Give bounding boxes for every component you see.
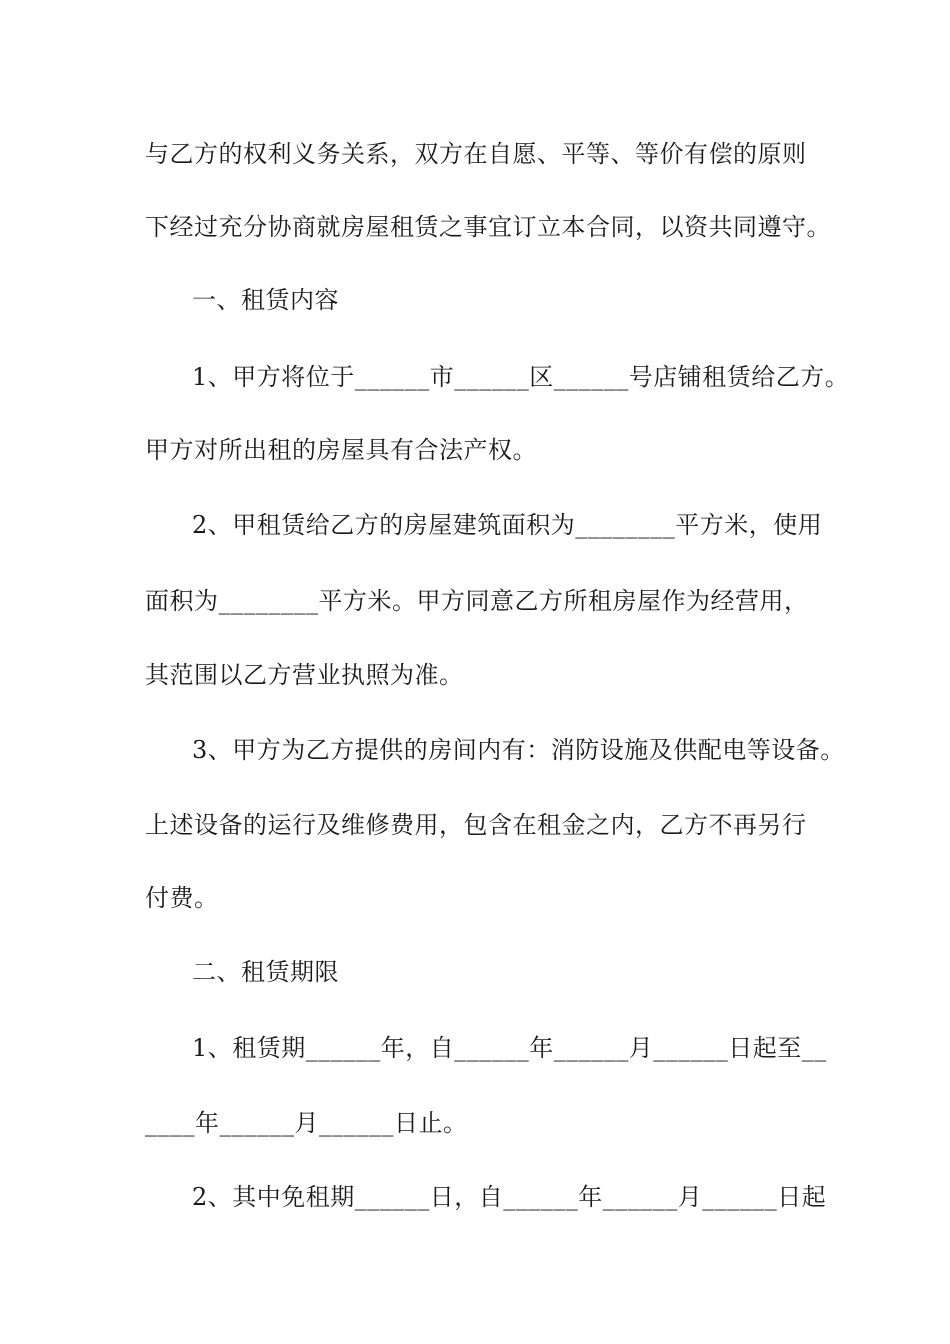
clause-line: 2、甲租赁给乙方的房屋建筑面积为________平方米，使用 [192,511,823,539]
paragraph-line: 甲方对所出租的房屋具有合法产权。 [145,436,537,464]
paragraph-line: 上述设备的运行及维修费用，包含在租金之内，乙方不再另行 [145,811,807,839]
paragraph-line: 付费。 [145,884,219,912]
clause-line: 2、其中免租期______日，自______年______月______日起 [192,1183,827,1211]
clause-line: 3、甲方为乙方提供的房间内有：消防设施及供配电等设备。 [192,736,845,764]
paragraph-line: 面积为________平方米。甲方同意乙方所租房屋作为经营用， [145,587,809,615]
clause-line: 1、租赁期______年，自______年______月______日起至__ [192,1034,827,1062]
paragraph-line: 下经过充分协商就房屋租赁之事宜订立本合同，以资共同遵守。 [145,213,831,241]
clause-line: 1、甲方将位于______市______区______号店铺租赁给乙方。 [192,363,850,391]
paragraph-line: 其范围以乙方营业执照为准。 [145,661,464,689]
section-heading: 二、租赁期限 [192,958,339,986]
section-heading: 一、租赁内容 [192,286,339,314]
paragraph-line: ____年______月______日止。 [145,1109,468,1137]
paragraph-line: 与乙方的权利义务关系，双方在自愿、平等、等价有偿的原则 [145,140,807,168]
